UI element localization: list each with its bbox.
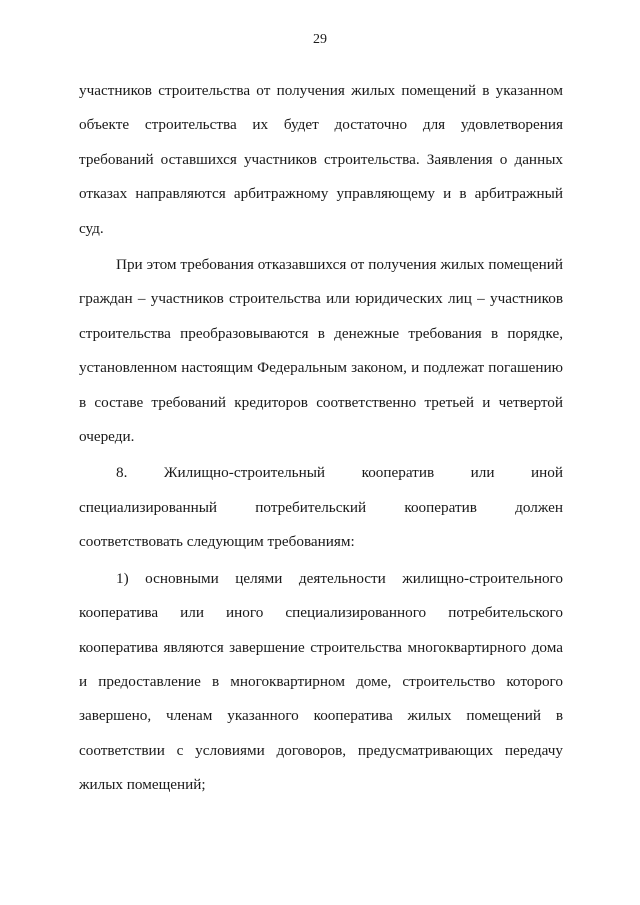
body-text — [79, 74, 563, 803]
paragraph-continuation: участников строительства от получения жилых помещений в указанном объекте строительства их будет достаточно для удовлетворения требований оставшихся участников строительства. Заявления о данных отказах направляются арбитражному управляющему и в арбитражный суд. — [79, 82, 563, 237]
paragraph-refusal-claims: При этом требования отказавшихся от получения жилых помещений граждан – участников строительства или юридических лиц – участников строительства преобразовываются в денежные требования в порядке, установленном настоящим Федеральным законом, и подлежат погашению в составе требований кредиторов соответственно третьей и четвертой очереди. — [79, 256, 563, 446]
page-number: 29 — [313, 32, 327, 47]
paragraph-subitem-1: 1) основными целями деятельности жилищно-строительного кооператива или иного специализированного потребительского кооператива являются завершение строительства многоквартирного дома и предоставление в многоквартирном доме, строительство которого завершено, членам указанного кооператива жилых помещений в соответствии с условиями договоров, предусматривающих передачу жилых помещений; — [79, 569, 563, 794]
paragraph-item-8: 8. Жилищно-строительный кооператив или иной специализированный потребительский кооператив должен соответствовать следующим требованиям: — [79, 464, 563, 551]
